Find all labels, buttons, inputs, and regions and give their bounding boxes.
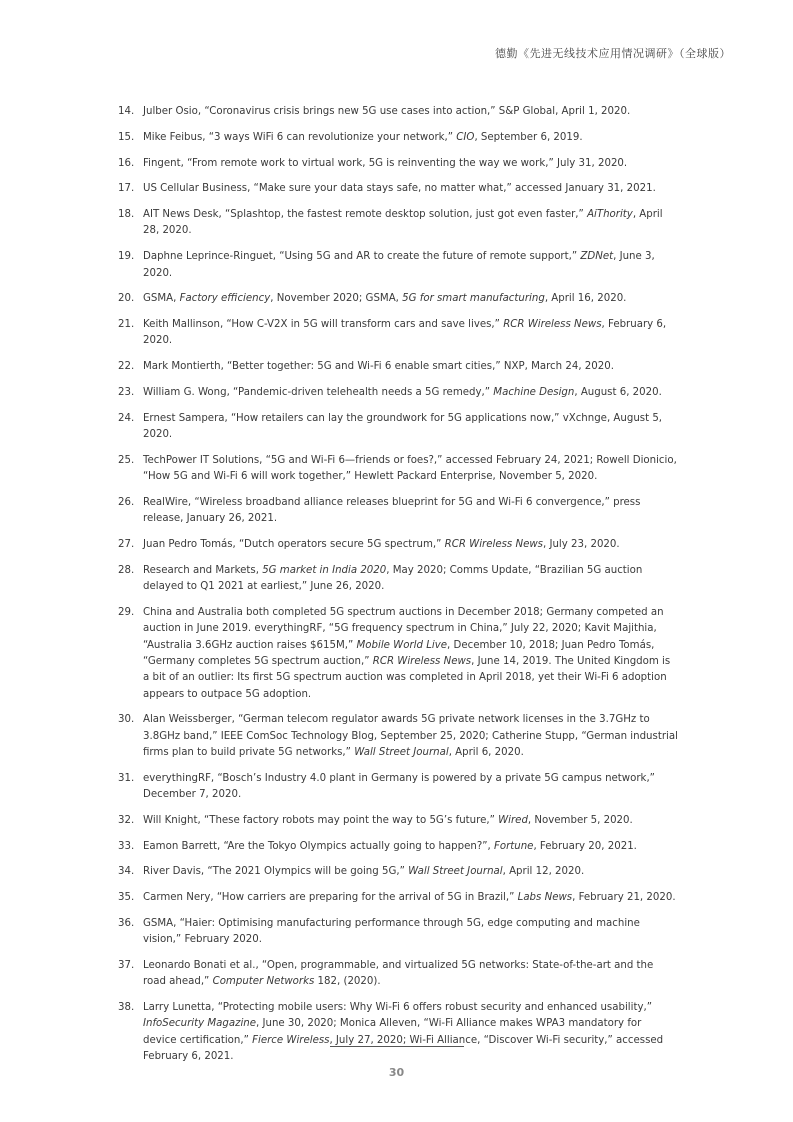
reference-number: 22. <box>118 361 135 373</box>
publication-title: Machine Design <box>493 387 575 399</box>
reference-text: Mark Montierth, “Better together: 5G and Wi-Fi 6 enable smart cities,” NXP, March 24, 2020. <box>143 361 614 373</box>
reference-item <box>118 156 678 172</box>
reference-item <box>118 453 678 486</box>
publication-title: RCR Wireless News <box>372 655 472 667</box>
reference-text: everythingRF, “Bosch’s Industry 4.0 plant in Germany is powered by a private 5G campus network,” December 7, 2020. <box>143 772 655 800</box>
reference-text: Leonardo Bonati et al., “Open, programmable, and virtualized 5G networks: State-of-the-art and the road ahead,” Computer Networks 182, (2020). <box>143 960 654 988</box>
reference-number: 17. <box>118 183 135 195</box>
publication-title: RCR Wireless News <box>444 539 543 551</box>
publication-title: InfoSecurity Magazine <box>143 1018 256 1030</box>
reference-item <box>118 916 678 949</box>
reference-text: William G. Wong, “Pandemic-driven telehealth needs a 5G remedy,” Machine Design, August 6, 2020. <box>143 387 662 399</box>
reference-text: Will Knight, “These factory robots may point the way to 5G’s future,” Wired, November 5, 2020. <box>143 814 633 826</box>
reference-item <box>118 771 678 804</box>
reference-number: 34. <box>118 866 135 878</box>
reference-text: Keith Mallinson, “How C-V2X in 5G will transform cars and save lives,” RCR Wireless News, February 6, 2020. <box>143 319 667 347</box>
publication-title: Computer Networks <box>212 976 315 988</box>
reference-item <box>118 359 678 375</box>
publication-title: ZDNet <box>580 251 614 263</box>
reference-text: Ernest Sampera, “How retailers can lay the groundwork for 5G applications now,” vXchnge, August 5, 2020. <box>143 412 663 441</box>
reference-item <box>118 537 678 553</box>
reference-number: 16. <box>118 157 135 169</box>
reference-item <box>118 385 678 401</box>
reference-item <box>118 207 678 240</box>
reference-text: TechPower IT Solutions, “5G and Wi-Fi 6—friends or foes?,” accessed February 24, 2021; Rowell Dionicio, “How 5G and Wi-Fi 6 will work together,” Hewlett Packard Enterprise, November 5, 2020. <box>143 454 677 483</box>
publication-title: 5G market in India 2020 <box>262 564 387 576</box>
reference-text: Research and Markets, 5G market in India 2020, May 2020; Comms Update, “Brazilian 5G auction delayed to Q1 2021 at earliest,” June 26, 2020. <box>143 564 643 593</box>
reference-text: Carmen Nery, “How carriers are preparing for the arrival of 5G in Brazil,” Labs News, February 21, 2020. <box>143 892 676 904</box>
reference-number: 29. <box>118 607 135 619</box>
publication-title: AiThority <box>587 209 633 221</box>
reference-text: US Cellular Business, “Make sure your data stays safe, no matter what,” accessed January 31, 2021. <box>143 183 656 195</box>
publication-title: 5G for smart manufacturing <box>402 293 545 305</box>
reference-item <box>118 104 678 120</box>
publication-title: Factory efficiency <box>179 293 271 305</box>
publication-title: RCR Wireless News <box>503 319 602 331</box>
reference-number: 38. <box>118 1002 135 1014</box>
reference-item <box>118 130 678 146</box>
publication-title: Fierce Wireless <box>252 1034 330 1046</box>
reference-item <box>118 813 678 829</box>
reference-number: 23. <box>118 387 135 399</box>
reference-number: 18. <box>118 209 135 221</box>
reference-number: 14. <box>118 106 135 117</box>
reference-item <box>118 958 678 991</box>
reference-item <box>118 839 678 855</box>
reference-number: 25. <box>118 454 135 466</box>
reference-item <box>118 563 678 596</box>
publication-title: Fortune <box>493 840 534 852</box>
reference-text: RealWire, “Wireless broadband alliance releases blueprint for 5G and Wi-Fi 6 convergence,” press release, January 26, 2021. <box>143 497 641 525</box>
reference-text: China and Australia both completed 5G spectrum auctions in December 2018; Germany competed an auction in June 2019. everythingRF, “5G frequency spectrum in China,” July 22, 2020; Kavit Majithia, “Australia 3.6GHz auction raises $615M,” Mobile World Live, December 10, 2018; Juan Pedro Tomás, “Germany completes 5G spectrum auction,” RCR Wireless News, June 14, 2019. The United Kingdom is a bit of an outlier: Its first 5G spectrum auction was completed in April 2018, yet their Wi-Fi 6 adoption appears to outpace 5G adoption. <box>143 607 671 700</box>
reference-text: Eamon Barrett, “Are the Tokyo Olympics actually going to happen?”, Fortune, February 20, 2021. <box>143 840 637 852</box>
reference-number: 27. <box>118 539 135 551</box>
reference-number: 26. <box>118 497 135 509</box>
reference-number: 35. <box>118 892 135 904</box>
publication-title: CIO <box>456 131 475 143</box>
reference-number: 36. <box>118 917 135 929</box>
reference-number: 19. <box>118 251 135 263</box>
reference-number: 28. <box>118 564 135 576</box>
reference-text: Mike Feibus, “3 ways WiFi 6 can revolutionize your network,” CIO, September 6, 2019. <box>143 131 583 143</box>
reference-text: GSMA, Factory efficiency, November 2020; GSMA, 5G for smart manufacturing, April 16, 2020. <box>143 293 627 305</box>
reference-text: Alan Weissberger, “German telecom regulator awards 5G private network licenses in the 3.7GHz to 3.8GHz band,” IEEE ComSoc Technology Blog, September 25, 2020; Catherine Stupp, “German industrial firms plan to build private 5G networks,” Wall Street Journal, April 6, 2020. <box>143 714 678 758</box>
reference-text: Larry Lunetta, “Protecting mobile users: Why Wi-Fi 6 offers robust security and enhanced usability,” InfoSecurity Magazine, June 30, 2020; Monica Alleven, “Wi-Fi Alliance makes WPA3 mandatory for device certification,” Fierce Wireless, July 27, 2020; Wi-Fi Alliance, “Discover Wi-Fi security,” accessed February 6, 2021. <box>143 1002 664 1063</box>
reference-text: Juan Pedro Tomás, “Dutch operators secure 5G spectrum,” RCR Wireless News, July 23, 2020. <box>143 539 620 551</box>
document-header: 德勤《先进无线技术应用情况调研》（全球版） <box>495 47 731 60</box>
publication-title: Wall Street Journal <box>354 746 449 758</box>
publication-title: Wired <box>498 814 528 826</box>
reference-item <box>118 411 678 444</box>
reference-text: GSMA, “Haier: Optimising manufacturing performance through 5G, edge computing and machine vision,” February 2020. <box>143 917 640 946</box>
reference-item <box>118 495 678 528</box>
reference-number: 33. <box>118 840 135 852</box>
reference-item <box>118 249 678 282</box>
reference-text: River Davis, “The 2021 Olympics will be going 5G,” Wall Street Journal, April 12, 2020. <box>143 866 585 878</box>
reference-item <box>118 317 678 350</box>
reference-list <box>118 104 678 1075</box>
reference-number: 31. <box>118 772 135 784</box>
reference-item <box>118 890 678 906</box>
reference-number: 15. <box>118 131 135 143</box>
publication-title: Mobile World Live <box>356 639 448 651</box>
reference-item <box>118 181 678 197</box>
publication-title: Labs News <box>517 892 573 904</box>
reference-item <box>118 712 678 761</box>
publication-title: Wall Street Journal <box>408 866 503 878</box>
reference-item <box>118 864 678 880</box>
reference-text: AIT News Desk, “Splashtop, the fastest remote desktop solution, just got even faster,” AiThority, April 28, 2020. <box>143 209 663 237</box>
reference-item <box>118 291 678 307</box>
reference-number: 32. <box>118 814 135 826</box>
reference-number: 37. <box>118 960 135 972</box>
reference-item <box>118 1000 678 1065</box>
reference-number: 20. <box>118 293 135 305</box>
page-number: 30 <box>388 1066 405 1079</box>
reference-number: 30. <box>118 714 135 726</box>
reference-number: 24. <box>118 412 135 424</box>
reference-text: Daphne Leprince-Ringuet, “Using 5G and AR to create the future of remote support,” ZDNet, June 3, 2020. <box>143 251 655 279</box>
footer-divider <box>330 1046 464 1047</box>
reference-number: 21. <box>118 319 135 331</box>
reference-item <box>118 605 678 703</box>
reference-text: Fingent, “From remote work to virtual work, 5G is reinventing the way we work,” July 31, 2020. <box>143 157 628 169</box>
reference-text: Julber Osio, “Coronavirus crisis brings new 5G use cases into action,” S&P Global, April 1, 2020. <box>143 106 631 117</box>
